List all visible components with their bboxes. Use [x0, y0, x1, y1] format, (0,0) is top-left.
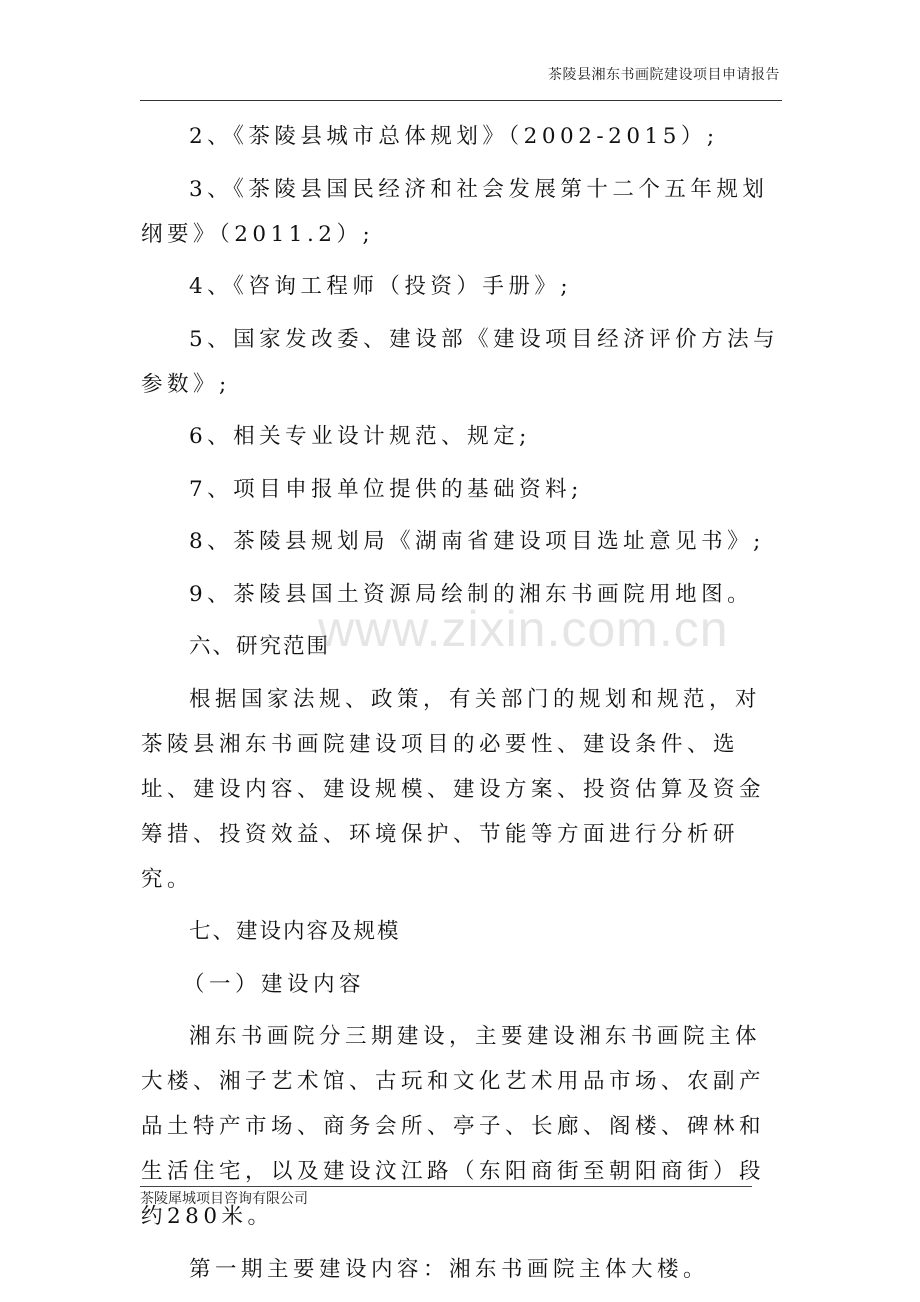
document-body — [141, 114, 786, 1299]
phase-one-paragraph: 第一期主要建设内容：湘东书画院主体大楼。 — [189, 1256, 710, 1282]
footer-company: 茶陵犀城项目咨询有限公司 — [140, 1191, 308, 1207]
header-rule — [140, 100, 782, 101]
subsection-heading-content: （一）建设内容 — [183, 971, 366, 997]
section-heading-construction: 七、建设内容及规模 — [189, 919, 401, 944]
reference-item-9: 9、茶陵县国土资源局绘制的湘东书画院用地图。 — [189, 581, 754, 607]
reference-item-2: 2、《茶陵县城市总体规划》（2002-2015）; — [189, 124, 719, 149]
reference-item-6: 6、相关专业设计规范、规定; — [189, 424, 531, 449]
section-heading-research-scope: 六、研究范围 — [189, 634, 331, 659]
research-scope-paragraph: 根据国家法规、政策，有关部门的规划和规范，对茶陵县湘东书画院建设项目的必要性、建设条件、选址、建设内容、建设规模、建设方案、投资估算及资金筹措、投资效益、环境保护、节能等方面进行分析研究。 — [141, 686, 766, 892]
reference-item-7: 7、项目申报单位提供的基础资料; — [189, 476, 583, 502]
reference-item-8: 8、茶陵县规划局《湖南省建设项目选址意见书》; — [189, 529, 765, 554]
reference-item-5: 5、国家发改委、建设部《建设项目经济评价方法与参数》; — [141, 326, 780, 397]
watermark: www.zixin.com.cn — [318, 601, 729, 657]
running-header: 茶陵县湘东书画院建设项目申请报告 — [548, 67, 780, 83]
reference-item-3: 3、《茶陵县国民经济和社会发展第十二个五年规划纲要》（2011.2）; — [141, 176, 769, 247]
construction-content-paragraph: 湘东书画院分三期建设，主要建设湘东书画院主体大楼、湘子艺术馆、古玩和文化艺术用品市场、农副产品土特产市场、商务会所、亭子、长廊、阁楼、碑林和生活住宅，以及建设汶江路（东阳商街至朝阳商街）段约280米。 — [141, 1024, 766, 1229]
footer-rule — [140, 1186, 752, 1187]
reference-item-4: 4、《咨询工程师（投资）手册》; — [189, 274, 573, 299]
